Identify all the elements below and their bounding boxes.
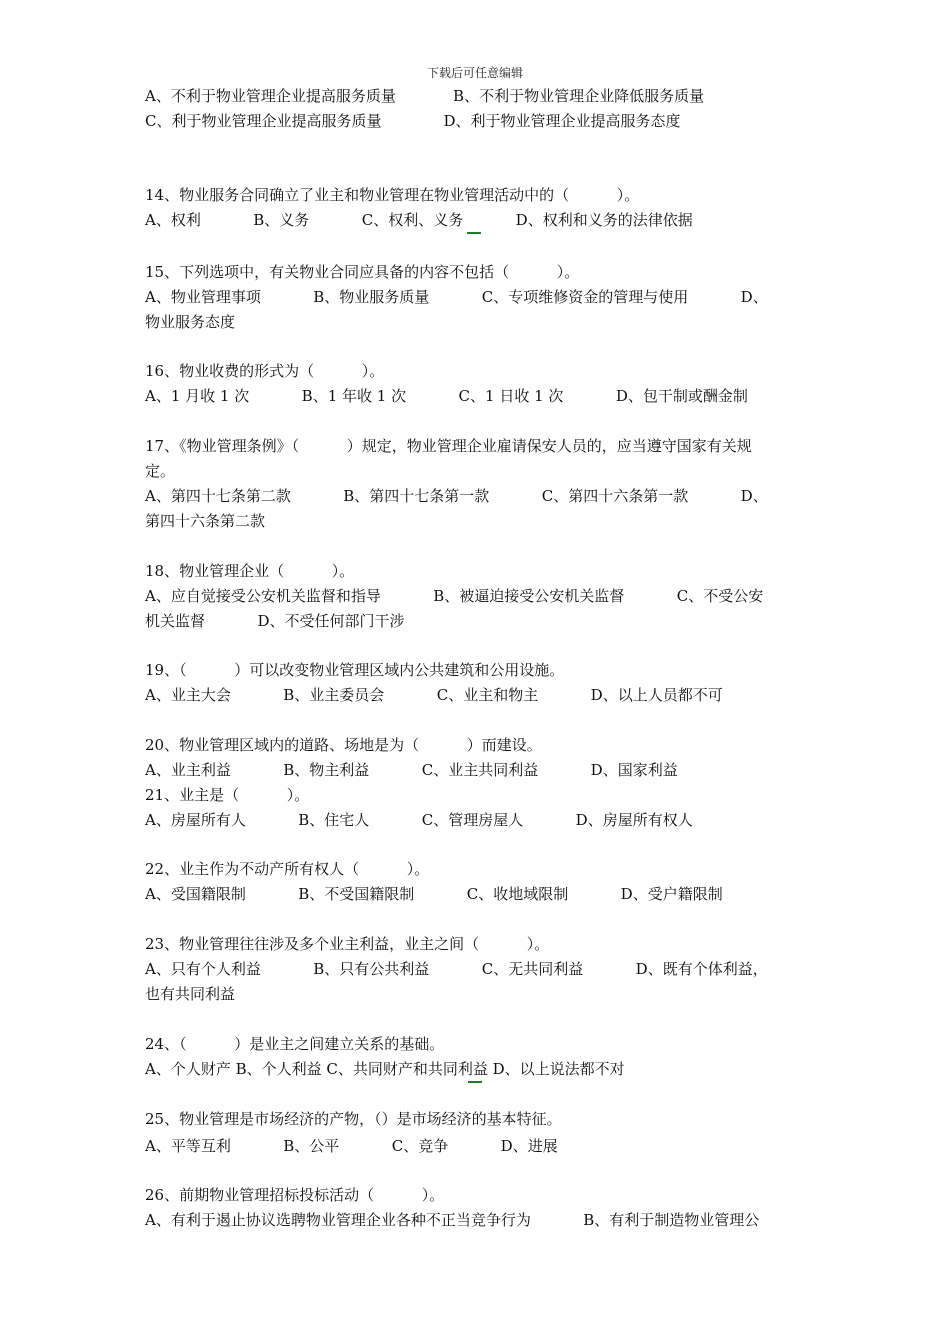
q18-options: A、应自觉接受公安机关监督和指导 B、被逼迫接受公安机关监督 C、不受公安 (145, 587, 764, 605)
q20-question: 20、物业管理区域内的道路、场地是为（ ）而建设。 (145, 736, 542, 754)
q26-question: 26、前期物业管理招标投标活动（ ）。 (145, 1186, 445, 1204)
q25-options: A、平等互利 B、公平 C、竞争 D、进展 (145, 1137, 558, 1155)
q15-options: A、物业管理事项 B、物业服务质量 C、专项维修资金的管理与使用 D、 (145, 288, 768, 306)
q14-options: A、权利 B、义务 C、权利、义务 D、权利和义务的法律依据 (145, 211, 693, 229)
q19-options: A、业主大会 B、业主委员会 C、业主和物主 D、以上人员都不可 (145, 686, 723, 704)
q18-options-cont: 机关监督 D、不受任何部门干涉 (145, 612, 405, 630)
q26-options: A、有利于遏止协议选聘物业管理企业各种不正当竞争行为 B、有利于制造物业管理公 (145, 1211, 760, 1229)
q22-options: A、受国籍限制 B、不受国籍限制 C、收地域限制 D、受户籍限制 (145, 885, 723, 903)
q17-question-cont: 定。 (145, 462, 176, 480)
q19-question: 19、（ ）可以改变物业管理区域内公共建筑和公用设施。 (145, 661, 565, 679)
q20-options: A、业主利益 B、物主利益 C、业主共同利益 D、国家利益 (145, 761, 678, 779)
q17-question: 17、《物业管理条例》（ ）规定，物业管理企业雇请保安人员的，应当遵守国家有关规 (145, 437, 752, 455)
q21-options: A、房屋所有人 B、住宅人 C、管理房屋人 D、房屋所有权人 (145, 811, 693, 829)
q24-question: 24、（ ）是业主之间建立关系的基础。 (145, 1035, 445, 1053)
page-header: 下载后可任意编辑 (426, 66, 523, 80)
q15-options-cont: 物业服务态度 (145, 313, 236, 331)
q18-question: 18、物业管理企业（ ）。 (145, 562, 355, 580)
q23-options-cont: 也有共同利益 (145, 985, 236, 1003)
spellcheck-underline (468, 1081, 482, 1083)
q25-question: 25、物业管理是市场经济的产物，（）是市场经济的基本特征。 (145, 1110, 562, 1128)
q24-options: A、个人财产 B、个人利益 C、共同财产和共同利益 D、以上说法都不对 (145, 1060, 625, 1078)
spellcheck-underline (467, 232, 481, 234)
q23-question: 23、物业管理往往涉及多个业主利益，业主之间（ ）。 (145, 935, 550, 953)
q16-question: 16、物业收费的形式为（ ）。 (145, 362, 385, 380)
q15-question: 15、下列选项中，有关物业合同应具备的内容不包括（ ）。 (145, 263, 580, 281)
q13-options-cd: C、利于物业管理企业提高服务质量 D、利于物业管理企业提高服务态度 (145, 112, 681, 130)
q17-options-cont: 第四十六条第二款 (145, 512, 266, 530)
q16-options: A、1 月收 1 次 B、1 年收 1 次 C、1 日收 1 次 D、包干制或酬金制 (145, 387, 748, 405)
q13-options-ab: A、不利于物业管理企业提高服务质量 B、不利于物业管理企业降低服务质量 (145, 87, 705, 105)
q21-question: 21、业主是（ ）。 (145, 786, 310, 804)
q22-question: 22、业主作为不动产所有权人（ ）。 (145, 860, 430, 878)
q23-options: A、只有个人利益 B、只有公共利益 C、无共同利益 D、既有个体利益， (145, 960, 768, 978)
q17-options: A、第四十七条第二款 B、第四十七条第一款 C、第四十六条第一款 D、 (145, 487, 768, 505)
q14-question: 14、物业服务合同确立了业主和物业管理在物业管理活动中的（ ）。 (145, 186, 640, 204)
